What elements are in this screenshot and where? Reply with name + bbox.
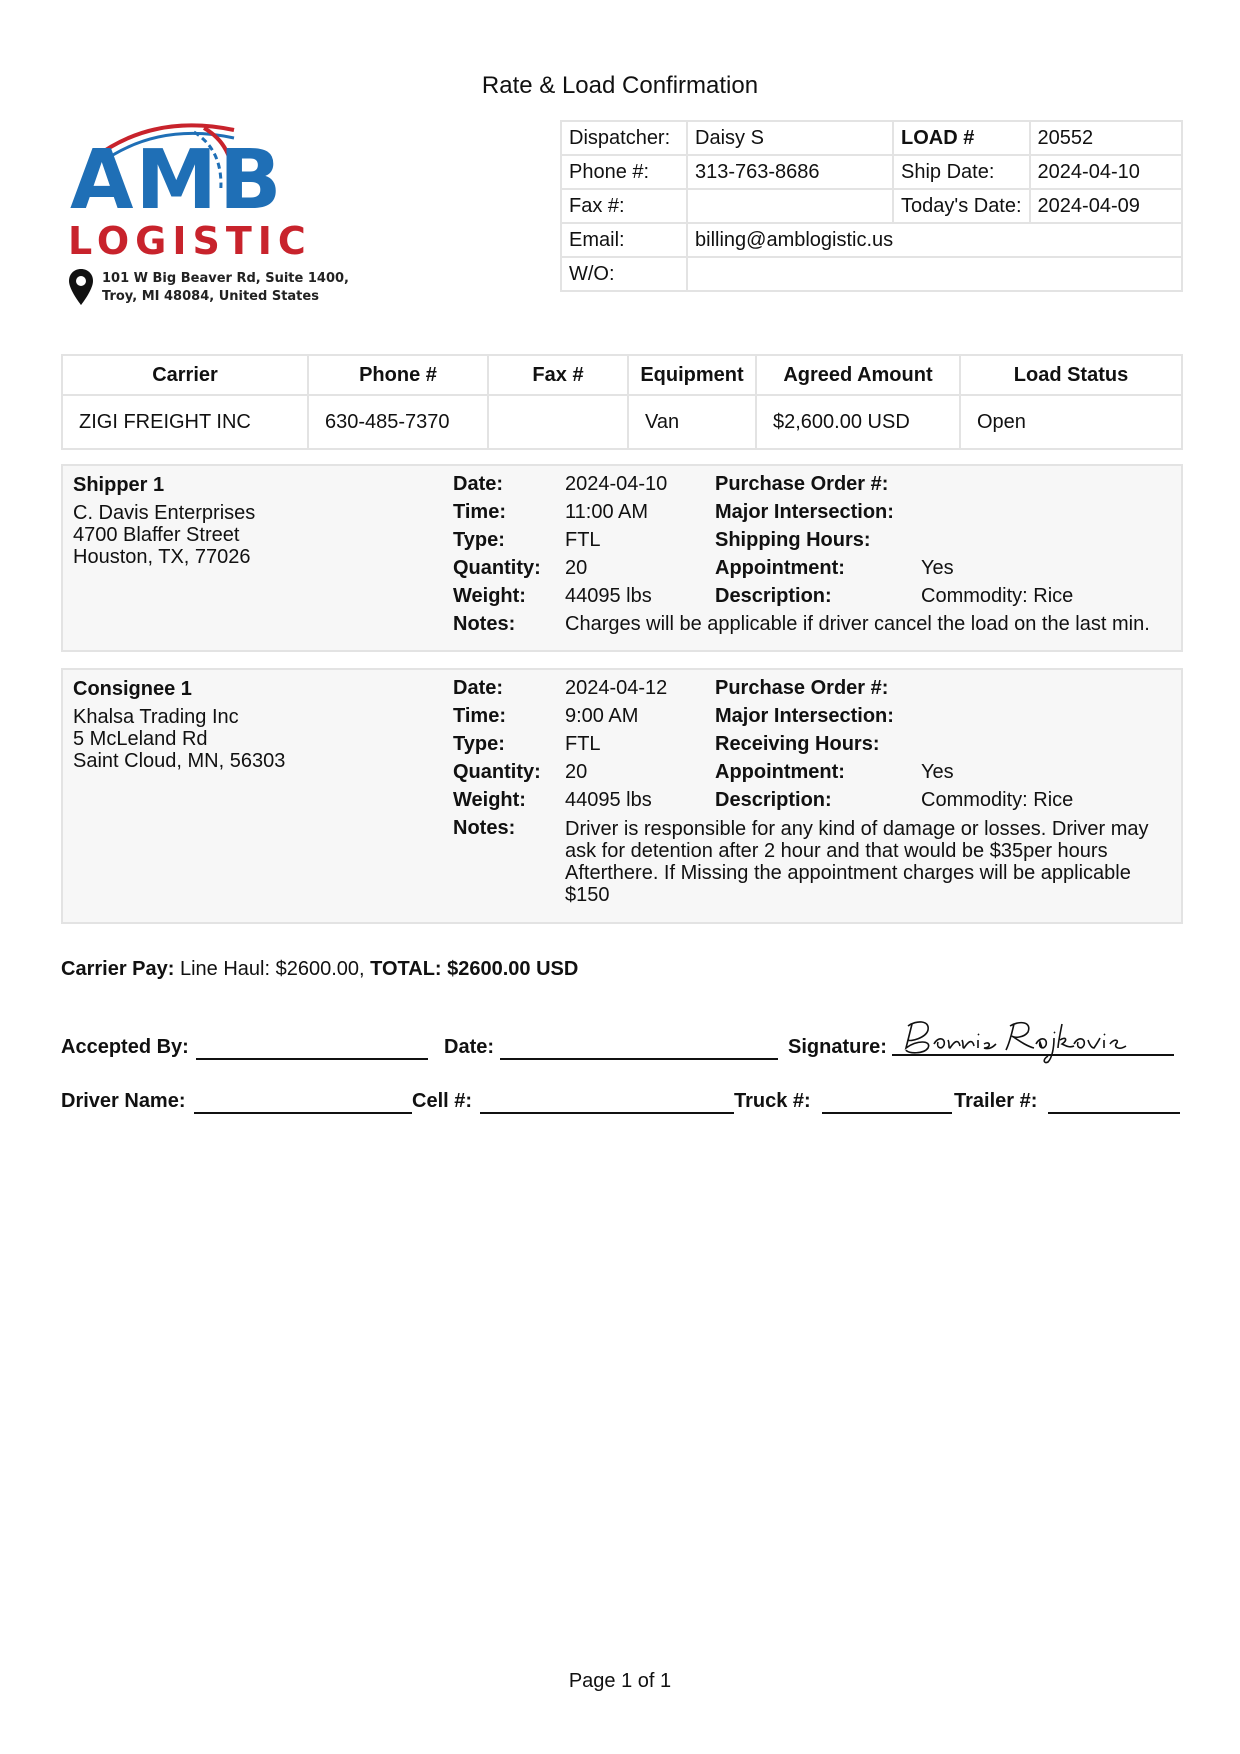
- wo-value: [687, 257, 1182, 291]
- handwritten-signature: [902, 1018, 1164, 1068]
- appointment-value: Yes: [921, 761, 954, 783]
- carrier-fax: [488, 395, 628, 449]
- company-logo: [64, 118, 354, 308]
- time-label: Time:: [453, 705, 506, 727]
- quantity-value: 20: [565, 761, 588, 783]
- location-pin-icon: [68, 268, 94, 306]
- carrier-pay: [61, 958, 578, 981]
- shipper-section: [61, 464, 1183, 652]
- address-line: C. Davis Enterprises: [73, 502, 256, 524]
- carrier-table-header: [62, 355, 1182, 395]
- notes-value: Driver is responsible for any kind of damage or losses. Driver may ask for detention after 2 hour and that would be $35per hours Afterthere. If Missing the appointment charges will be applicable $150: [565, 818, 1149, 906]
- dispatcher-label: Dispatcher:: [561, 121, 687, 155]
- date-value: 2024-04-10: [565, 473, 668, 495]
- intersection-label: Major Intersection:: [715, 705, 894, 727]
- load-number-value: 20552: [1030, 121, 1182, 155]
- carrier-name: ZIGI FREIGHT INC: [62, 395, 308, 449]
- appointment-label: Appointment:: [715, 557, 845, 579]
- quantity-label: Quantity:: [453, 557, 541, 579]
- equipment: Van: [628, 395, 756, 449]
- shipper-heading: Shipper 1: [73, 474, 165, 496]
- wo-label: W/O:: [561, 257, 687, 291]
- weight-label: Weight:: [453, 585, 526, 607]
- column-header: Phone #: [308, 355, 488, 395]
- description-label: Description:: [715, 789, 832, 811]
- todays-date-value: 2024-04-09: [1030, 189, 1182, 223]
- type-value: FTL: [565, 529, 601, 551]
- fax-value: [687, 189, 893, 223]
- column-header: Fax #: [488, 355, 628, 395]
- trailer-field[interactable]: [1048, 1112, 1180, 1114]
- time-value: 9:00 AM: [565, 705, 639, 727]
- notes-value: Charges will be applicable if driver cancel the load on the last min.: [565, 613, 1150, 635]
- notes-label: Notes:: [453, 817, 516, 839]
- logo-wordmark: AMB: [70, 133, 284, 228]
- accept-date-label: Date:: [444, 1036, 495, 1058]
- shipper-address: [73, 502, 255, 568]
- address-line-2: Troy, MI 48084, United States: [102, 289, 319, 304]
- address-line: 5 McLeland Rd: [73, 728, 208, 750]
- carrier-pay-label: Carrier Pay:: [61, 958, 175, 980]
- description-value: Commodity: Rice: [921, 585, 1074, 607]
- trailer-label: Trailer #:: [954, 1090, 1038, 1112]
- dispatcher-value: Daisy S: [687, 121, 893, 155]
- weight-value: 44095 lbs: [565, 585, 652, 607]
- address-line: Houston, TX, 77026: [73, 546, 251, 568]
- line-haul: Line Haul: $2600.00,: [174, 958, 371, 980]
- accepted-by-field[interactable]: [196, 1058, 428, 1060]
- ship-date-label: Ship Date:: [893, 155, 1030, 189]
- phone-value: 313-763-8686: [687, 155, 893, 189]
- accepted-by-label: Accepted By:: [61, 1036, 189, 1058]
- fax-label: Fax #:: [561, 189, 687, 223]
- logo-subtitle: LOGISTIC: [68, 219, 312, 263]
- po-label: Purchase Order #:: [715, 677, 889, 699]
- column-header: Agreed Amount: [756, 355, 960, 395]
- carrier-table: [61, 354, 1183, 450]
- driver-name-label: Driver Name:: [61, 1090, 186, 1112]
- quantity-value: 20: [565, 557, 588, 579]
- address-line-1: 101 W Big Beaver Rd, Suite 1400,: [102, 271, 349, 286]
- hours-label: Receiving Hours:: [715, 733, 880, 755]
- type-label: Type:: [453, 529, 505, 551]
- load-status: Open: [960, 395, 1182, 449]
- quantity-label: Quantity:: [453, 761, 541, 783]
- hours-label: Shipping Hours:: [715, 529, 871, 551]
- po-label: Purchase Order #:: [715, 473, 889, 495]
- column-header: Equipment: [628, 355, 756, 395]
- consignee-section: [61, 668, 1183, 924]
- address-line: 4700 Blaffer Street: [73, 524, 240, 546]
- date-label: Date:: [453, 677, 504, 699]
- intersection-label: Major Intersection:: [715, 501, 894, 523]
- column-header: Carrier: [62, 355, 308, 395]
- dispatch-info-table: [560, 120, 1183, 292]
- driver-name-field[interactable]: [194, 1112, 412, 1114]
- company-address: [102, 270, 349, 306]
- email-value[interactable]: billing@amblogistic.us: [687, 223, 1182, 257]
- column-header: Load Status: [960, 355, 1182, 395]
- truck-label: Truck #:: [734, 1090, 811, 1112]
- description-label: Description:: [715, 585, 832, 607]
- weight-label: Weight:: [453, 789, 526, 811]
- address-line: Saint Cloud, MN, 56303: [73, 750, 286, 772]
- appointment-value: Yes: [921, 557, 954, 579]
- todays-date-label: Today's Date:: [893, 189, 1030, 223]
- appointment-label: Appointment:: [715, 761, 845, 783]
- notes-label: Notes:: [453, 613, 516, 635]
- agreed-amount: $2,600.00 USD: [756, 395, 960, 449]
- accept-date-field[interactable]: [500, 1058, 778, 1060]
- email-label: Email:: [561, 223, 687, 257]
- consignee-address: [73, 706, 285, 772]
- type-value: FTL: [565, 733, 601, 755]
- address-line: Khalsa Trading Inc: [73, 706, 239, 728]
- type-label: Type:: [453, 733, 505, 755]
- cell-field[interactable]: [480, 1112, 734, 1114]
- phone-label: Phone #:: [561, 155, 687, 189]
- weight-value: 44095 lbs: [565, 789, 652, 811]
- truck-field[interactable]: [822, 1112, 952, 1114]
- table-row: [62, 395, 1182, 449]
- carrier-phone: 630-485-7370: [308, 395, 488, 449]
- consignee-heading: Consignee 1: [73, 678, 192, 700]
- time-label: Time:: [453, 501, 506, 523]
- time-value: 11:00 AM: [565, 501, 649, 523]
- cell-label: Cell #:: [412, 1090, 473, 1112]
- date-value: 2024-04-12: [565, 677, 668, 699]
- load-number-label: LOAD #: [893, 121, 1030, 155]
- date-label: Date:: [453, 473, 504, 495]
- total-amount: TOTAL: $2600.00 USD: [370, 958, 579, 980]
- page-number: Page 1 of 1: [568, 1670, 672, 1692]
- description-value: Commodity: Rice: [921, 789, 1074, 811]
- signature-label: Signature:: [788, 1036, 887, 1058]
- ship-date-value: 2024-04-10: [1030, 155, 1182, 189]
- document-title: Rate & Load Confirmation: [481, 72, 759, 99]
